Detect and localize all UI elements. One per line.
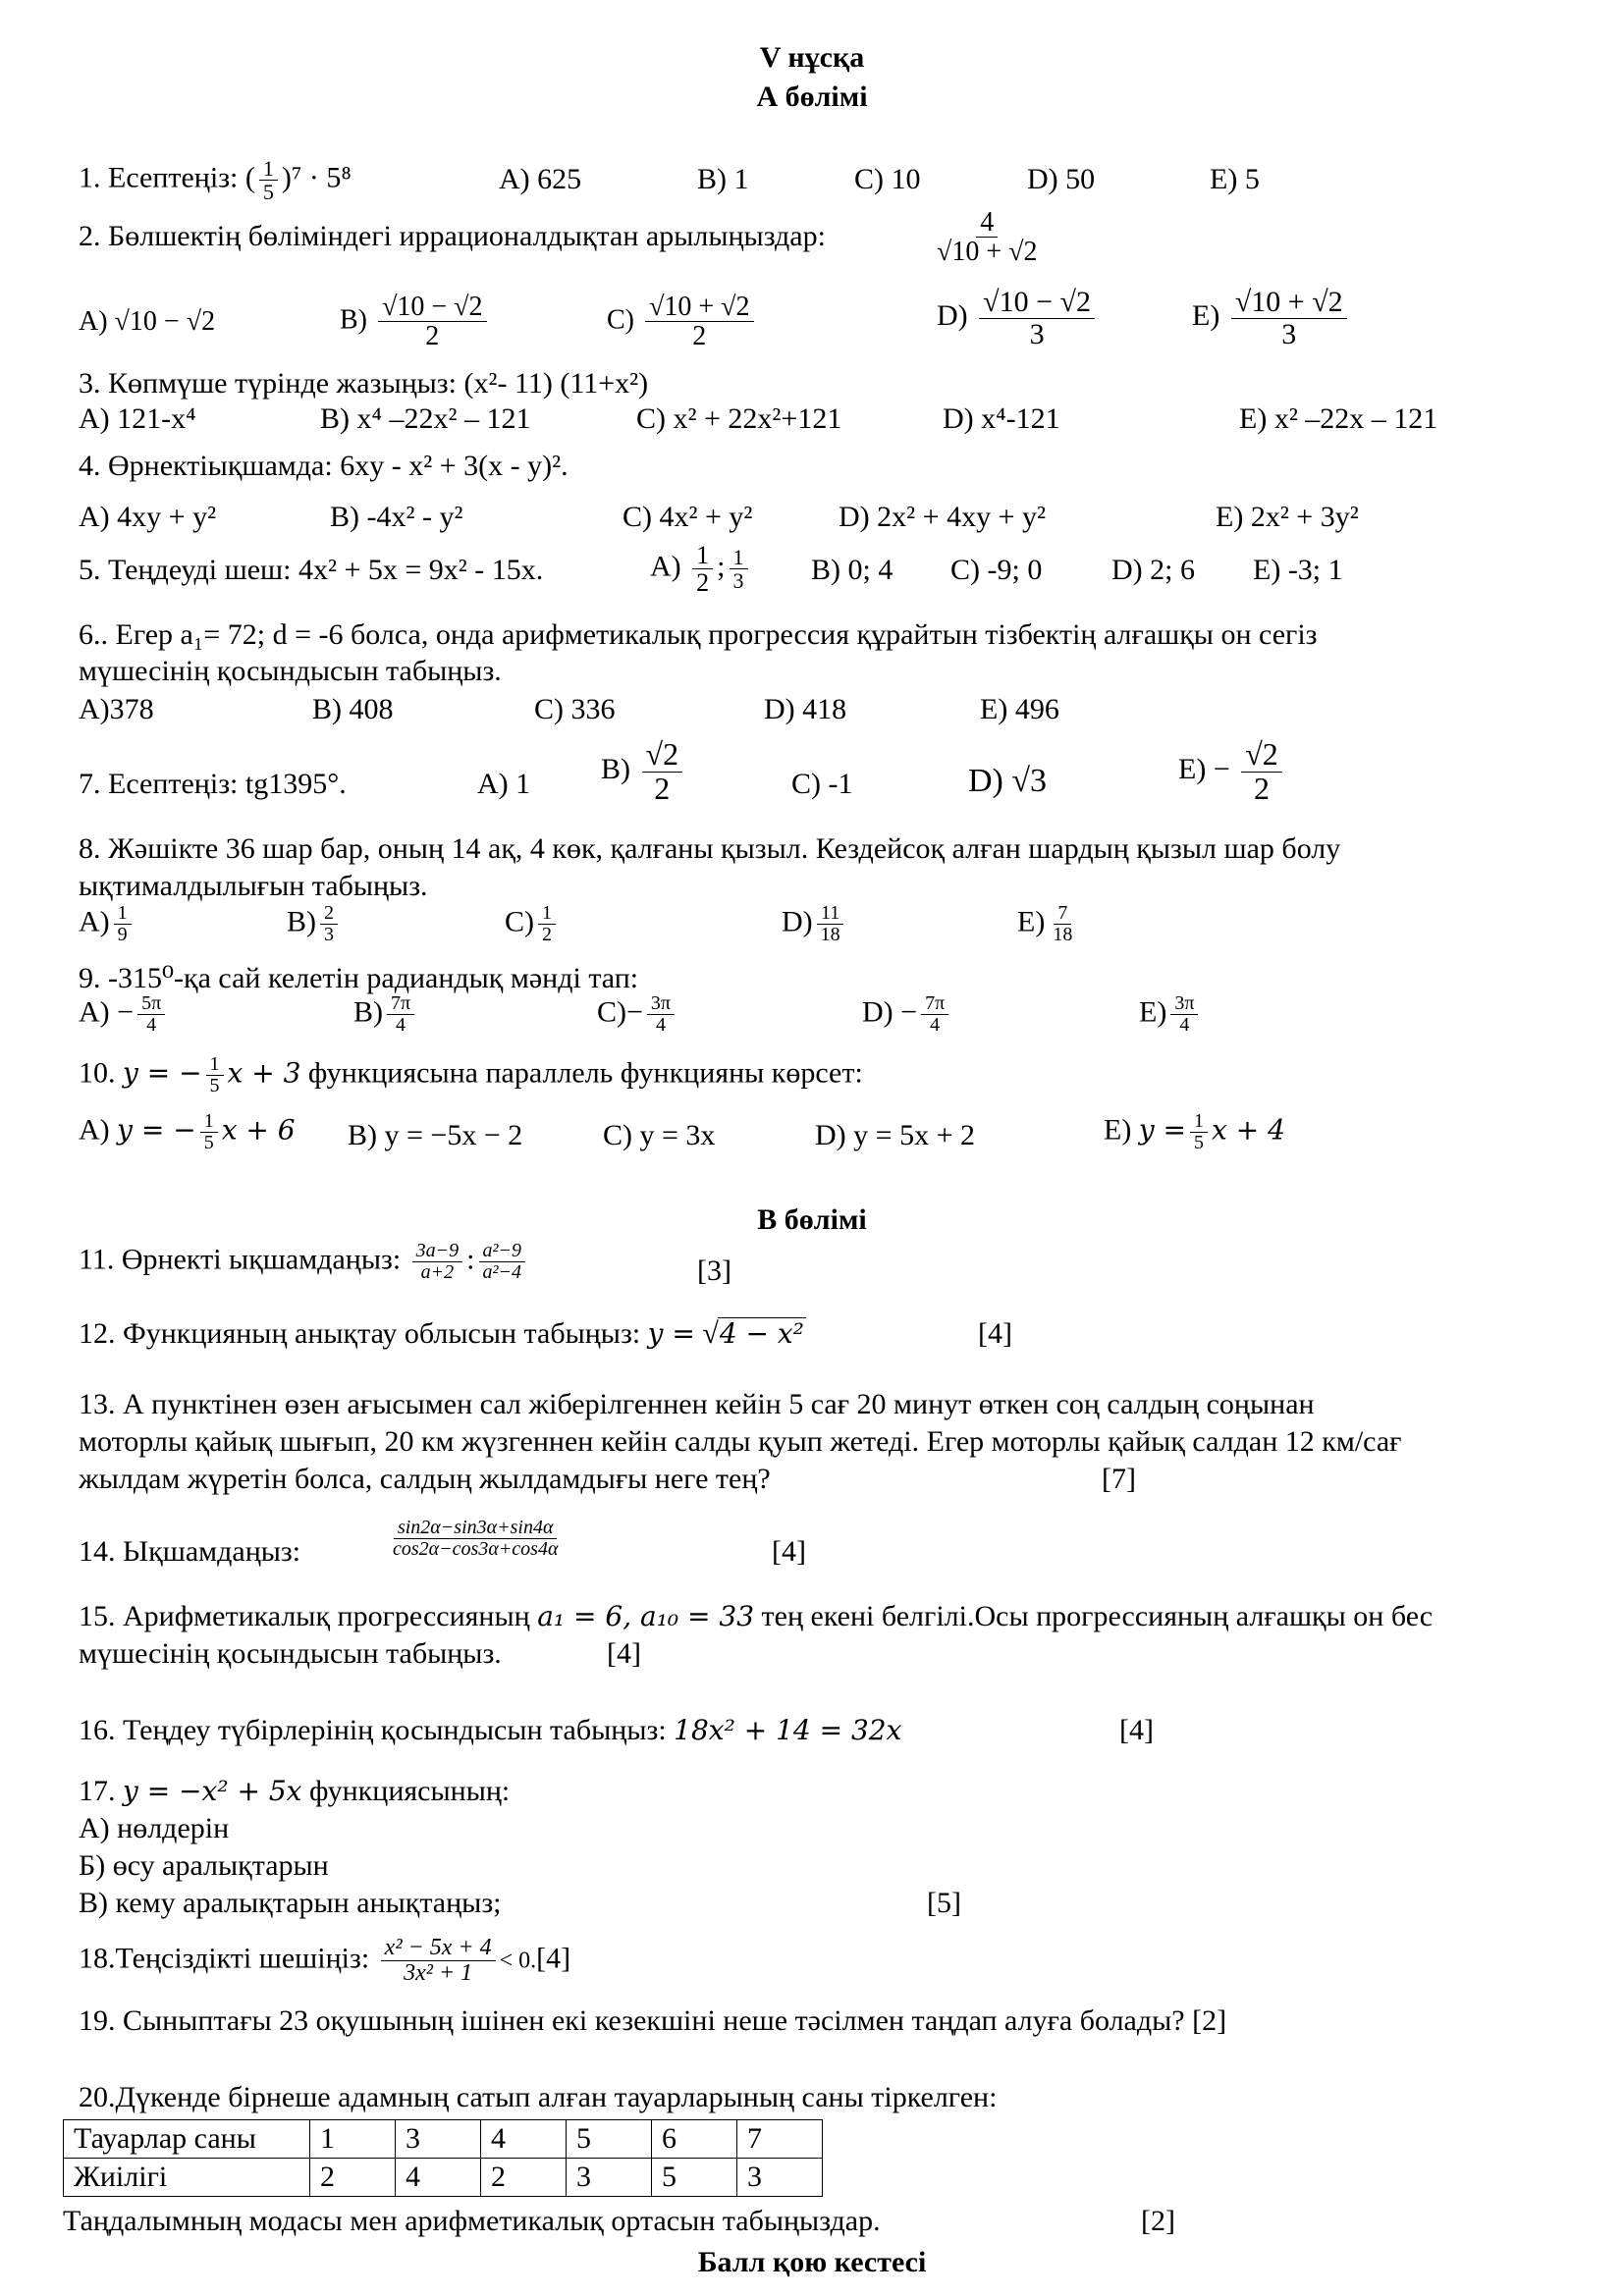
section-b-title: В бөлімі: [757, 1203, 867, 1236]
q10-option-a: A) y = − $\frac{1}{5}$ x + 6: [79, 1110, 296, 1153]
question-20-after: Таңдалымның модасы мен арифметикалық ортасын табыңыздар.: [63, 2205, 881, 2237]
q6-option-c: C) 336: [534, 693, 616, 725]
question-5-text: 5. Теңдеуді шеш: 4x² + 5x = 9x² - 15x.: [79, 554, 544, 586]
q3-option-c: C) x² + 22x²+121: [636, 402, 842, 435]
table-cell: 5: [567, 2120, 652, 2159]
question-15-line1: 15. Арифметикалық прогрессияның a₁ = 6, a₁₀ = 33 тең екені белгілі.Осы прогрессияның алғашқы он бес: [79, 1600, 1434, 1632]
question-16: 16. Теңдеу түбірлерінің қосындысын табыңыз: 18x² + 14 = 32x: [79, 1714, 902, 1746]
q3-option-a: A) 121-x⁴: [79, 402, 196, 435]
q6-option-d: D) 418: [764, 693, 847, 725]
q1-option-e: E) 5: [1210, 163, 1260, 195]
table-cell: 3: [737, 2159, 823, 2197]
question-6-line2: мүшесінің қосындысын табыңыз.: [79, 655, 502, 687]
table-cell-label: Жиілігі: [64, 2159, 310, 2197]
question-15-line2: мүшесінің қосындысын табыңыз.: [79, 1637, 502, 1670]
q15-points: [4]: [607, 1637, 641, 1670]
q2-option-e: E) $\frac{√10 + √2}{3}$: [1192, 287, 1351, 349]
question-1-text: 1. Есептеңіз:: [79, 161, 239, 194]
q9-option-e: E) $\frac{3\pi}{4}$: [1139, 993, 1202, 1036]
table-cell: 2: [481, 2159, 567, 2197]
q8-option-a: A) $\frac{1}{9}$: [79, 903, 135, 945]
q4-option-a: A) 4xy + y²: [79, 501, 217, 533]
q7-option-c: C) -1: [791, 768, 853, 800]
q7-option-e: E) − $\frac{√2}{2}$: [1178, 738, 1286, 805]
q9-option-c: C)− $\frac{3\pi}{4}$: [597, 993, 678, 1036]
q7-option-a: A) 1: [477, 768, 531, 800]
question-13-line3: жылдам жүретін болса, салдың жылдамдығы неге тең?: [79, 1463, 771, 1495]
question-2-text: 2. Бөлшектің бөліміндегі иррационалдықтан арылыңыздар:: [79, 220, 826, 252]
q7-option-d: D) √3: [968, 763, 1048, 799]
table-row: [64, 2120, 823, 2159]
q1-fraction: $\frac{1}{5}$: [259, 157, 278, 203]
q4-option-d: D) 2x² + 4xy + y²: [839, 501, 1046, 533]
q1-option-c: C) 10: [854, 163, 921, 195]
q5-option-c: C) -9; 0: [950, 554, 1043, 586]
q4-option-c: C) 4x² + y²: [623, 501, 753, 533]
question-6-line1: 6.. Егер a₁= 72; d = -6 болса, онда арифметикалық прогрессия құрайтын тізбектің алғашқы он сегіз: [79, 618, 1318, 651]
q14-points: [4]: [772, 1535, 806, 1568]
q8-option-c: C) $\frac{1}{2}$: [505, 903, 560, 945]
q3-option-d: D) x⁴-121: [943, 402, 1060, 435]
question-1: 1. Есептеңіз: ( $\frac{1}{5}$ )⁷ · 5⁸: [79, 156, 352, 205]
question-7-text: 7. Есептеңіз: tg1395°.: [79, 768, 347, 800]
question-9-text: 9. -315⁰-қа сай келетін радиандық мәнді тап:: [79, 962, 639, 994]
q1-option-d: D) 50: [1027, 163, 1096, 195]
variant-title: V нұсқа: [759, 41, 865, 74]
table-cell: 6: [652, 2120, 737, 2159]
q6-option-b: B) 408: [312, 693, 394, 725]
q2-option-b: B) $\frac{√10 - √2}{2}$: [340, 293, 491, 351]
table-cell: 4: [481, 2120, 567, 2159]
question-12: 12. Функцияның анықтау облысын табыңыз: y = √4 − x²: [79, 1317, 804, 1350]
q2-option-a: A) √10 − √2: [79, 306, 216, 337]
q7-option-b: B) $\frac{√2}{2}$: [601, 738, 686, 805]
q12-points: [4]: [978, 1317, 1012, 1350]
table-cell: 3: [567, 2159, 652, 2197]
question-10: 10. y = − $\frac{1}{5}$ x + 3 функциясына параллель функцияны көрсет:: [79, 1053, 863, 1096]
q1-option-b: B) 1: [697, 163, 749, 195]
q9-option-a: A) − $\frac{5\pi}{4}$: [79, 993, 169, 1036]
question-19: 19. Сыныптағы 23 оқушының ішінен екі кезекшіні неше тәсілмен таңдап алуға болады? [2]: [79, 2004, 1227, 2037]
q16-points: [4]: [1119, 1714, 1154, 1746]
q8-option-d: D) $\frac{11}{18}$: [782, 903, 848, 945]
table-cell: 3: [396, 2120, 481, 2159]
q1-expr-rest: ⁷ · 5⁸: [291, 161, 352, 194]
q17-item-c: В) кему аралықтарын анықтаңыз;: [79, 1887, 502, 1919]
q10-option-b: B) y = −5x − 2: [348, 1119, 523, 1151]
table-cell: 4: [396, 2159, 481, 2197]
question-11: 11. Өрнекті ықшамдаңыз: $\frac{3a-9}{a+2}$ : $\frac{\text{a²−9}}{\text{a²−4}}$: [79, 1241, 529, 1283]
q11-points: [3]: [697, 1255, 731, 1287]
q10-option-c: C) y = 3x: [603, 1119, 716, 1151]
question-20-text: 20.Дүкенде бірнеше адамның сатып алған тауарларының саны тіркелген:: [79, 2081, 998, 2113]
q6-option-e: E) 496: [980, 693, 1059, 725]
q3-option-e: E) x² –22x – 121: [1239, 402, 1438, 435]
table-cell: 2: [310, 2159, 396, 2197]
section-a-title: А бөлімі: [756, 80, 868, 113]
q9-option-b: B) $\frac{7\pi}{4}$: [353, 993, 418, 1036]
q1-option-a: A) 625: [499, 163, 582, 195]
q5-option-b: B) 0; 4: [811, 554, 893, 586]
q9-option-d: D) − $\frac{7\pi}{4}$: [862, 993, 952, 1036]
question-18: 18.Теңсіздікті шешіңіз: $\frac{\text{x² − 5x + 4}}{\text{3x² + 1}}$ < 0.[4]: [79, 1935, 571, 1987]
question-17: 17. y = −x² + 5x функциясының:: [79, 1775, 511, 1807]
q2-fraction: $\frac{4}{√10 + √2}$: [937, 207, 1038, 268]
q6-option-a: A)378: [79, 693, 154, 725]
q20-points: [2]: [1141, 2205, 1175, 2237]
q17-item-b: Б) өсу аралықтарын: [79, 1849, 329, 1882]
question-3-text: 3. Көпмүше түрінде жазыңыз: (x²- 11) (11+x²): [79, 367, 649, 400]
q14-fraction: $\frac{\sin 2\alpha-\sin 3\alpha+\sin 4\alpha}{\cos 2\alpha-\cos 3\alpha+\cos 4\alpha}$: [393, 1517, 559, 1560]
q13-points: [7]: [1102, 1463, 1136, 1495]
q4-option-b: B) -4x² - y²: [330, 501, 463, 533]
q3-option-b: B) x⁴ –22x² – 121: [320, 402, 531, 435]
q10-option-e: E) y = $\frac{1}{5}$ x + 4: [1104, 1110, 1285, 1153]
question-13-line2: моторлы қайық шығып, 20 км жүзгеннен кейін салды қуып жетеді. Егер моторлы қайық салдан 12 км/сағ: [79, 1425, 1402, 1458]
q17-item-a: А) нөлдерін: [79, 1812, 230, 1844]
q2-option-d: D) $\frac{√10 - √2}{3}$: [937, 287, 1099, 349]
table-cell: 7: [737, 2120, 823, 2159]
question-13-line1: 13. А пунктінен өзен ағысымен сал жіберілгеннен кейін 5 сағ 20 минут өткен соң салдың соңынан: [79, 1388, 1315, 1420]
question-8-line2: ықтималдылығын табыңыз.: [79, 870, 428, 902]
table-cell: 5: [652, 2159, 737, 2197]
footer-title: Балл қою кестесі: [697, 2246, 927, 2278]
table-cell: 1: [310, 2120, 396, 2159]
question-14-text: 14. Ықшамдаңыз:: [79, 1535, 301, 1568]
question-8-line1: 8. Жәшікте 36 шар бар, оның 14 ақ, 4 көк, қалғаны қызыл. Кездейсоқ алған шардың қызыл шар болу: [79, 832, 1341, 865]
q4-option-e: E) 2x² + 3y²: [1216, 501, 1359, 533]
table-cell-label: Тауарлар саны: [64, 2120, 310, 2159]
frequency-table: [63, 2119, 823, 2197]
q5-option-e: E) -3; 1: [1253, 554, 1343, 586]
table-row: [64, 2159, 823, 2197]
q8-option-e: E) $\frac{7}{18}$: [1017, 902, 1073, 945]
q5-option-d: D) 2; 6: [1111, 554, 1195, 586]
question-4-text: 4. Өрнектіықшамда: 6xy - x² + 3(x - y)².: [79, 450, 568, 482]
q10-option-d: D) y = 5x + 2: [815, 1119, 975, 1151]
q8-option-b: B) $\frac{2}{3}$: [287, 903, 342, 945]
q2-option-c: C) $\frac{√10 + √2}{2}$: [607, 293, 758, 351]
q5-option-a: A) $\frac{1}{2}$ ; $\frac{1}{3}$: [650, 542, 752, 597]
q17-points: [5]: [927, 1887, 961, 1919]
